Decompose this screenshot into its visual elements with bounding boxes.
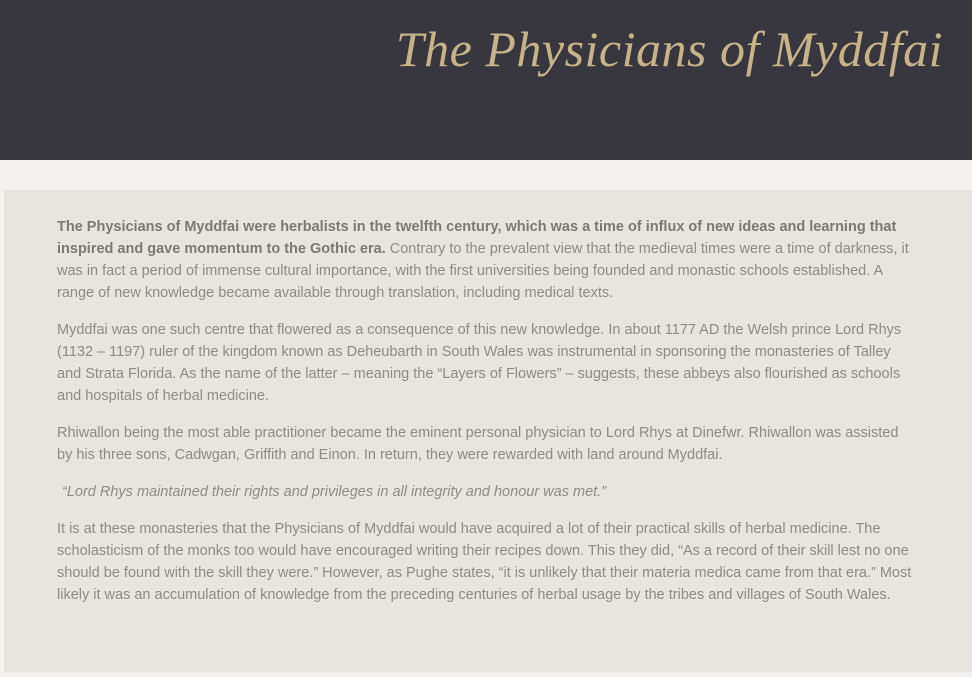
header-divider-band bbox=[0, 160, 972, 190]
page-title: The Physicians of Myddfai bbox=[395, 21, 943, 77]
paragraph-rhiwallon-sons: Rhiwallon being the most able practitioner became the eminent personal physician to Lord Rhys at Dinefwr. Rhiwallon was assisted by his three sons, Cadwgan, Griffith and Einon. In return, they were rewarded with land around Myddfai. bbox=[57, 425, 899, 463]
article-body bbox=[4, 190, 972, 672]
intro-paragraph-lead-bold: The Physicians of Myddfai were herbalists in the twelfth century, which was a time of influx of new ideas and learning that inspired and gave momentum to the Gothic era. bbox=[57, 219, 897, 257]
intro-paragraph bbox=[57, 216, 916, 304]
page-header bbox=[0, 0, 972, 160]
paragraph-myddfai-centre: Myddfai was one such centre that flowered as a consequence of this new knowledge. In about 1177 AD the Welsh prince Lord Rhys (1132 – 1197) ruler of the kingdom known as Deheubarth in South Wales was instrumental in sponsoring the monasteries of Talley and Strata Florida. As the name of the latter – meaning the “Layers of Flowers” – suggests, these abbeys also flourished as schools and hospitals of herbal medicine. bbox=[57, 322, 902, 404]
quote-lord-rhys: “Lord Rhys maintained their rights and privileges in all integrity and honour was met.” bbox=[62, 484, 607, 500]
paragraph-monastery-skills: It is at these monasteries that the Physicians of Myddfai would have acquired a lot of their practical skills of herbal medicine. The scholasticism of the monks too would have encouraged writing their recipes down. This they did, “As a record of their skill lest no one should be found with the skill they were.” However, as Pughe states, “it is unlikely that their materia medica came from that era.” Most likely it was an accumulation of knowledge from the preceding centuries of herbal usage by the tribes and villages of South Wales. bbox=[57, 521, 912, 603]
intro-paragraph-rest: Contrary to the prevalent view that the medieval times were a time of darkness, it was in fact a period of immense cultural importance, with the first universities being founded and monastic schools established. A range of new knowledge became available through translation, including medical texts. bbox=[57, 241, 909, 301]
